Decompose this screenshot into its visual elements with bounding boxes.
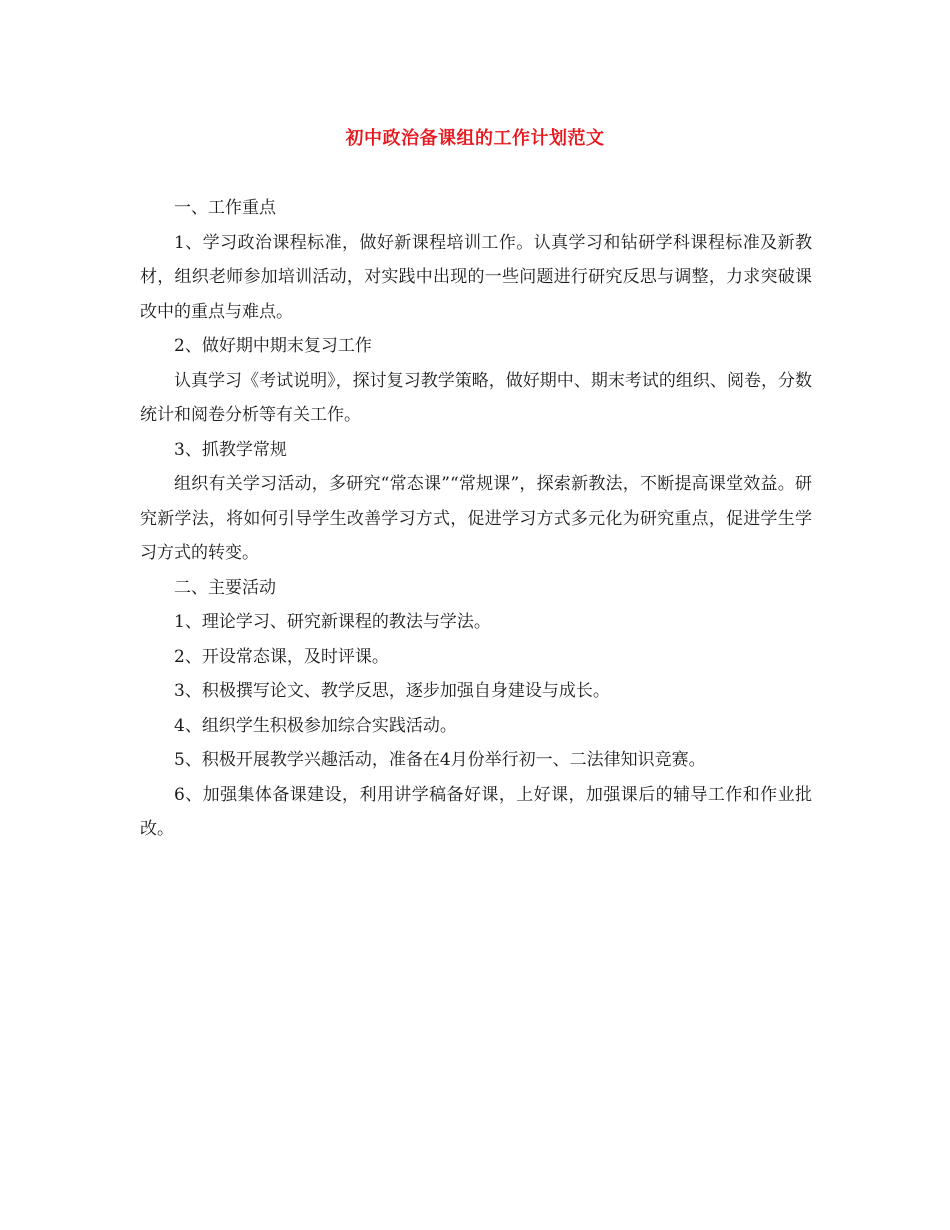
paragraph-item-1: 1、学习政治课程标准，做好新课程培训工作。认真学习和钻研学科课程标准及新教材，组织老师参加培训活动，对实践中出现的一些问题进行研究反思与调整，力求突破课改中的重点与难点。 [140, 232, 812, 322]
document-title: 初中政治备课组的工作计划范文 [345, 128, 605, 149]
activity-item-4: 4、组织学生积极参加综合实践活动。 [174, 715, 457, 736]
activity-item-1: 1、理论学习、研究新课程的教法与学法。 [174, 612, 491, 632]
section-heading-main-activities: 二、主要活动 [174, 577, 276, 598]
paragraph-item-3: 3、抓教学常规 [174, 439, 287, 460]
section-heading-work-focus: 一、工作重点 [174, 198, 276, 218]
paragraph-item-3-detail: 组织有关学习活动，多研究“常态课”“常规课”，探索新教法，不断提高课堂效益。研究新学法，将如何引导学生改善学习方式，促进学习方式多元化为研究重点，促进学生学习方式的转变。 [140, 474, 812, 563]
activity-item-3: 3、积极撰写论文、教学反思，逐步加强自身建设与成长。 [174, 681, 610, 701]
document-body [140, 191, 812, 847]
activity-item-5: 5、积极开展教学兴趣活动，准备在4月份举行初一、二法律知识竞赛。 [174, 750, 706, 770]
activity-item-2: 2、开设常态课，及时评课。 [174, 646, 389, 667]
paragraph-item-2-detail: 认真学习《考试说明》，探讨复习教学策略，做好期中、期末考试的组织、阅卷，分数统计和阅卷分析等有关工作。 [140, 370, 812, 425]
activity-item-6: 6、加强集体备课建设，利用讲学稿备好课，上好课，加强课后的辅导工作和作业批改。 [140, 784, 812, 839]
paragraph-item-2: 2、做好期中期末复习工作 [174, 336, 372, 356]
